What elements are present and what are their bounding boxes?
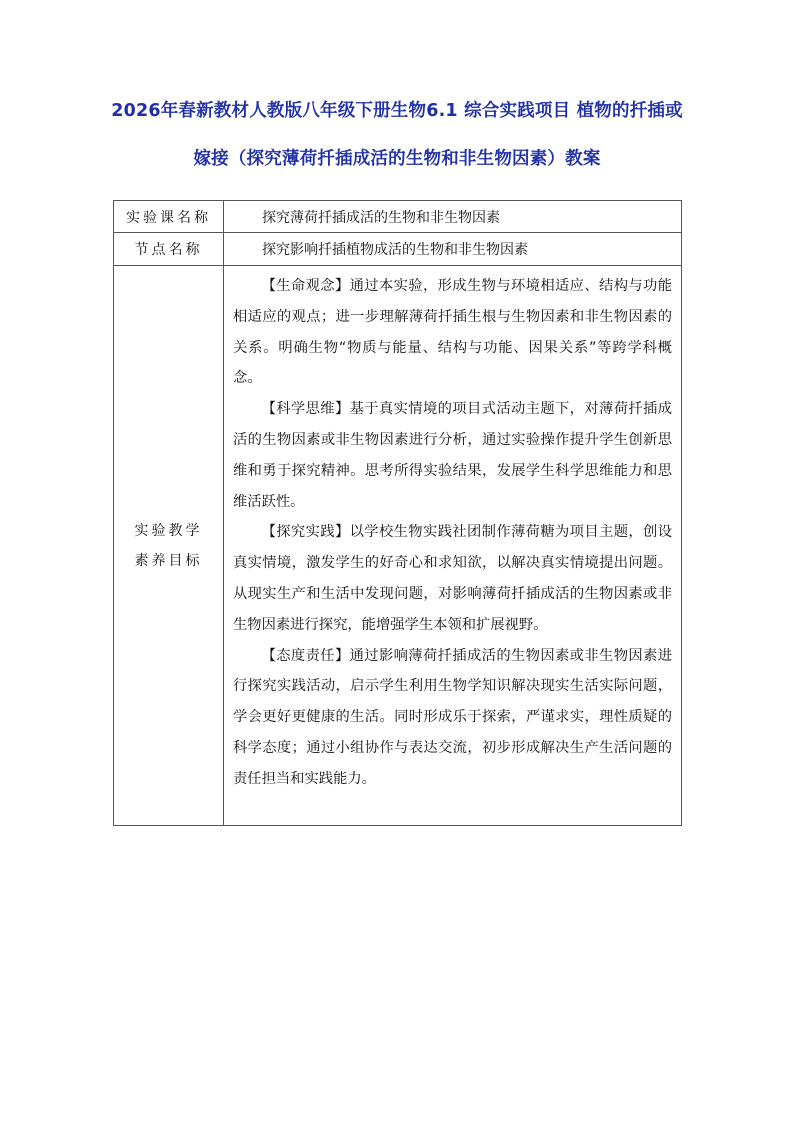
goals-label-line1: 实验教学	[134, 522, 203, 539]
node-name-label: 节点名称	[114, 233, 224, 266]
course-name-label: 实验课名称	[114, 201, 224, 233]
goal-inquiry-practice: 【探究实践】以学校生物实践社团制作薄荷糖为项目主题，创设真实情境，激发学生的好奇心和求知欲，以解决真实情境提出问题。从现实生产和生活中发现问题，对影响薄荷扦插成活的生物因素或非生物因素进行探究，能增强学生本领和扩展视野。	[233, 524, 672, 633]
goals-content	[224, 266, 682, 826]
goals-label-line2: 素养目标	[134, 552, 203, 569]
goal-scientific-thinking: 【科学思维】基于真实情境的项目式活动主题下，对薄荷扦插成活的生物因素或非生物因素进行分析，通过实验操作提升学生创新思维和勇于探究精神。思考所得实验结果，发展学生科学思维能力和思维活跃性。	[233, 401, 672, 510]
table-row-node	[114, 233, 682, 266]
goals-label	[114, 266, 224, 826]
node-name-value: 探究影响扦插植物成活的生物和非生物因素	[224, 233, 682, 266]
table-row-course	[114, 201, 682, 233]
goal-attitude-responsibility: 【态度责任】通过影响薄荷扦插成活的生物因素或非生物因素进行探究实践活动，启示学生利用生物学知识解决现实生活实际问题，学会更好更健康的生活。同时形成乐于探索，严谨求实，理性质疑的科学态度；通过小组协作与表达交流，初步形成解决生产生活问题的责任担当和实践能力。	[233, 647, 672, 787]
lesson-info-table	[113, 200, 682, 826]
document-title-line1: 2026年春新教材人教版八年级下册生物6.1 综合实践项目 植物的扦插或	[111, 101, 683, 121]
table-row-goals	[114, 266, 682, 826]
course-name-value: 探究薄荷扦插成活的生物和非生物因素	[224, 201, 682, 233]
document-title-line2: 嫁接（探究薄荷扦插成活的生物和非生物因素）教案	[193, 149, 601, 169]
goal-life-concept: 【生命观念】通过本实验，形成生物与环境相适应、结构与功能相适应的观点；进一步理解薄荷扦插生根与生物因素和非生物因素的关系。明确生物“物质与能量、结构与功能、因果关系”等跨学科概念。	[233, 278, 672, 387]
